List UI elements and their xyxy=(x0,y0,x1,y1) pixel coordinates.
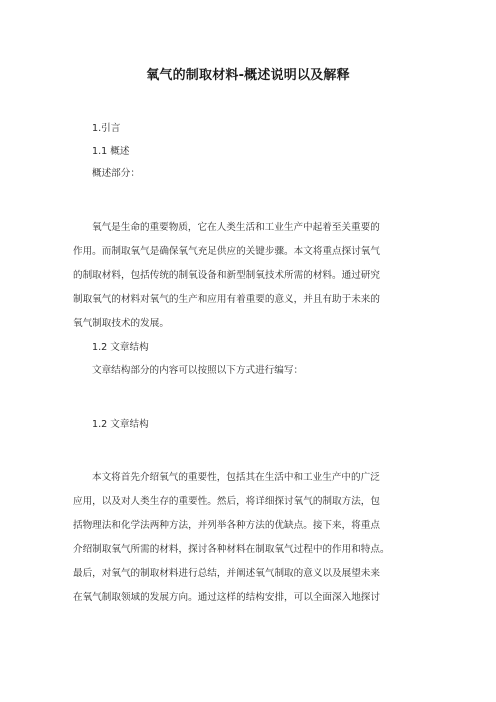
paragraph-line: 最后，对氧气的制取材料进行总结，并阐述氧气制取的意义以及展望未来 xyxy=(73,568,380,579)
paragraph-line: 制取氧气的材料对氧气的生产和应用有着重要的意义，并且有助于未来的 xyxy=(73,294,380,305)
paragraph-line: 应用，以及对人类生存的重要性。然后，将详细探讨氧气的制取方法，包 xyxy=(73,496,380,507)
section-heading-structure-repeat: 1.2 文章结构 xyxy=(92,419,149,430)
paragraph-line: 作用。而制取氧气是确保氧气充足供应的关键步骤。本文将重点探讨氧气 xyxy=(73,246,380,257)
paragraph-line: 本文将首先介绍氧气的重要性，包括其在生活中和工业生产中的广泛 xyxy=(92,472,380,483)
structure-intro: 文章结构部分的内容可以按照以下方式进行编写： xyxy=(92,365,304,376)
paragraph-line: 氧气是生命的重要物质，它在人类生活和工业生产中起着至关重要的 xyxy=(92,222,380,233)
paragraph-line: 括物理法和化学法两种方法，并列举各种方法的优缺点。接下来，将重点 xyxy=(73,520,380,531)
paragraph-line: 氧气制取技术的发展。 xyxy=(73,318,169,329)
section-heading-structure: 1.2 文章结构 xyxy=(92,342,149,353)
document-title: 氧气的制取材料-概述说明以及解释 xyxy=(146,68,350,83)
paragraph-line: 的制取材料，包括传统的制氧设备和新型制氧技术所需的材料。通过研究 xyxy=(73,270,380,281)
section-heading-introduction: 1.引言 xyxy=(92,123,121,134)
paragraph-line: 在氧气制取领域的发展方向。通过这样的结构安排，可以全面深入地探讨 xyxy=(73,592,380,603)
paragraph-line: 介绍制取氧气所需的材料，探讨各种材料在制取氧气过程中的作用和特点。 xyxy=(73,544,390,555)
section-heading-overview: 1.1 概述 xyxy=(92,146,130,157)
overview-label: 概述部分： xyxy=(92,168,140,179)
